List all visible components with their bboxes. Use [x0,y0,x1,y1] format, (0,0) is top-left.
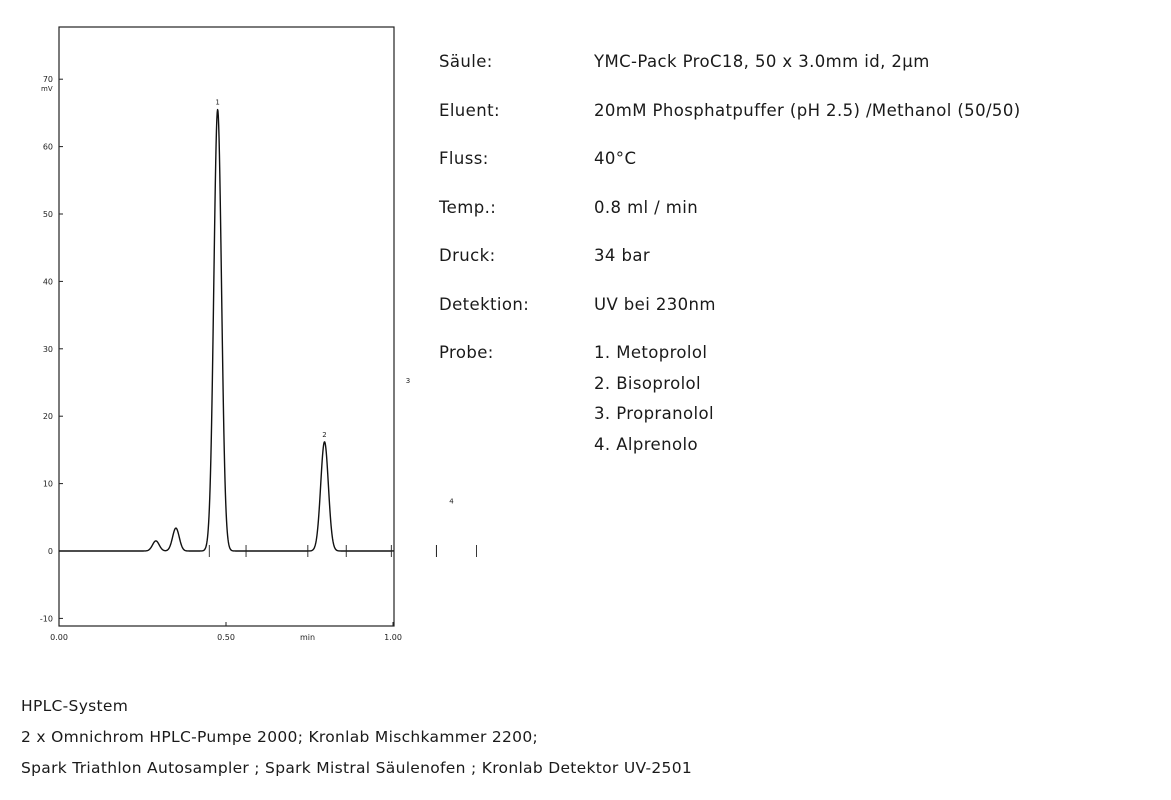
probe-item: 2. Bisoprolol [594,373,702,393]
y-tick-label: 0 [47,547,53,556]
y-axis-unit-label: mV [41,85,53,93]
system-line-2: Spark Triathlon Autosampler ; Spark Mistral Säulenofen ; Kronlab Detektor UV-2501 [21,759,693,777]
probe-item: 3. Propranolol [594,404,714,423]
param-label: Fluss: [439,149,489,168]
param-value: 20mM Phosphatpuffer (pH 2.5) /Methanol (50/50) [594,100,1021,120]
y-tick-label: 30 [42,344,53,354]
probe-label: Probe: [439,343,494,362]
system-line-1: 2 x Omnichrom HPLC-Pumpe 2000; Kronlab Mischkammer 2200; [21,728,539,746]
param-label: Eluent: [439,100,500,120]
param-value: UV bei 230nm [594,294,716,314]
param-value: 0.8 ml / min [594,197,699,217]
param-label: Temp.: [439,197,497,217]
y-tick-label: 20 [42,412,53,422]
probe-item: 4. Alprenolo [594,434,698,454]
system-title: HPLC-System [21,697,129,715]
peak-label: 1 [215,98,220,107]
peak-labels [209,99,476,557]
peak-label: 4 [449,497,454,506]
param-value: 40°C [594,149,637,168]
hplc-system-info [21,697,692,790]
x-axis [50,622,402,642]
param-label: Säule: [439,52,493,71]
y-tick-label: 70 [42,75,53,85]
param-label: Druck: [439,246,496,265]
peak-label: 3 [405,376,411,385]
param-label: Detektion: [439,294,530,314]
x-axis-unit-label: min [300,633,316,642]
param-value: 34 bar [594,246,651,265]
y-tick-label: 60 [42,142,53,152]
peak-label: 2 [322,430,327,439]
probe-item: 1. Metoprolol [594,343,708,362]
plot-frame [59,27,394,626]
y-tick-label: 50 [42,210,53,219]
probe-list [594,343,714,465]
chromatogram-trace [59,110,394,551]
x-tick-label: 0.00 [50,633,68,642]
x-tick-label: 0.50 [217,633,235,642]
y-tick-label: -10 [39,614,53,624]
y-tick-label: 10 [42,479,53,489]
param-value: YMC-Pack ProC18, 50 x 3.0mm id, 2µm [594,52,930,71]
chromatogram-chart [0,0,454,650]
x-tick-label: 1.00 [384,633,402,642]
y-tick-label: 40 [42,277,53,287]
